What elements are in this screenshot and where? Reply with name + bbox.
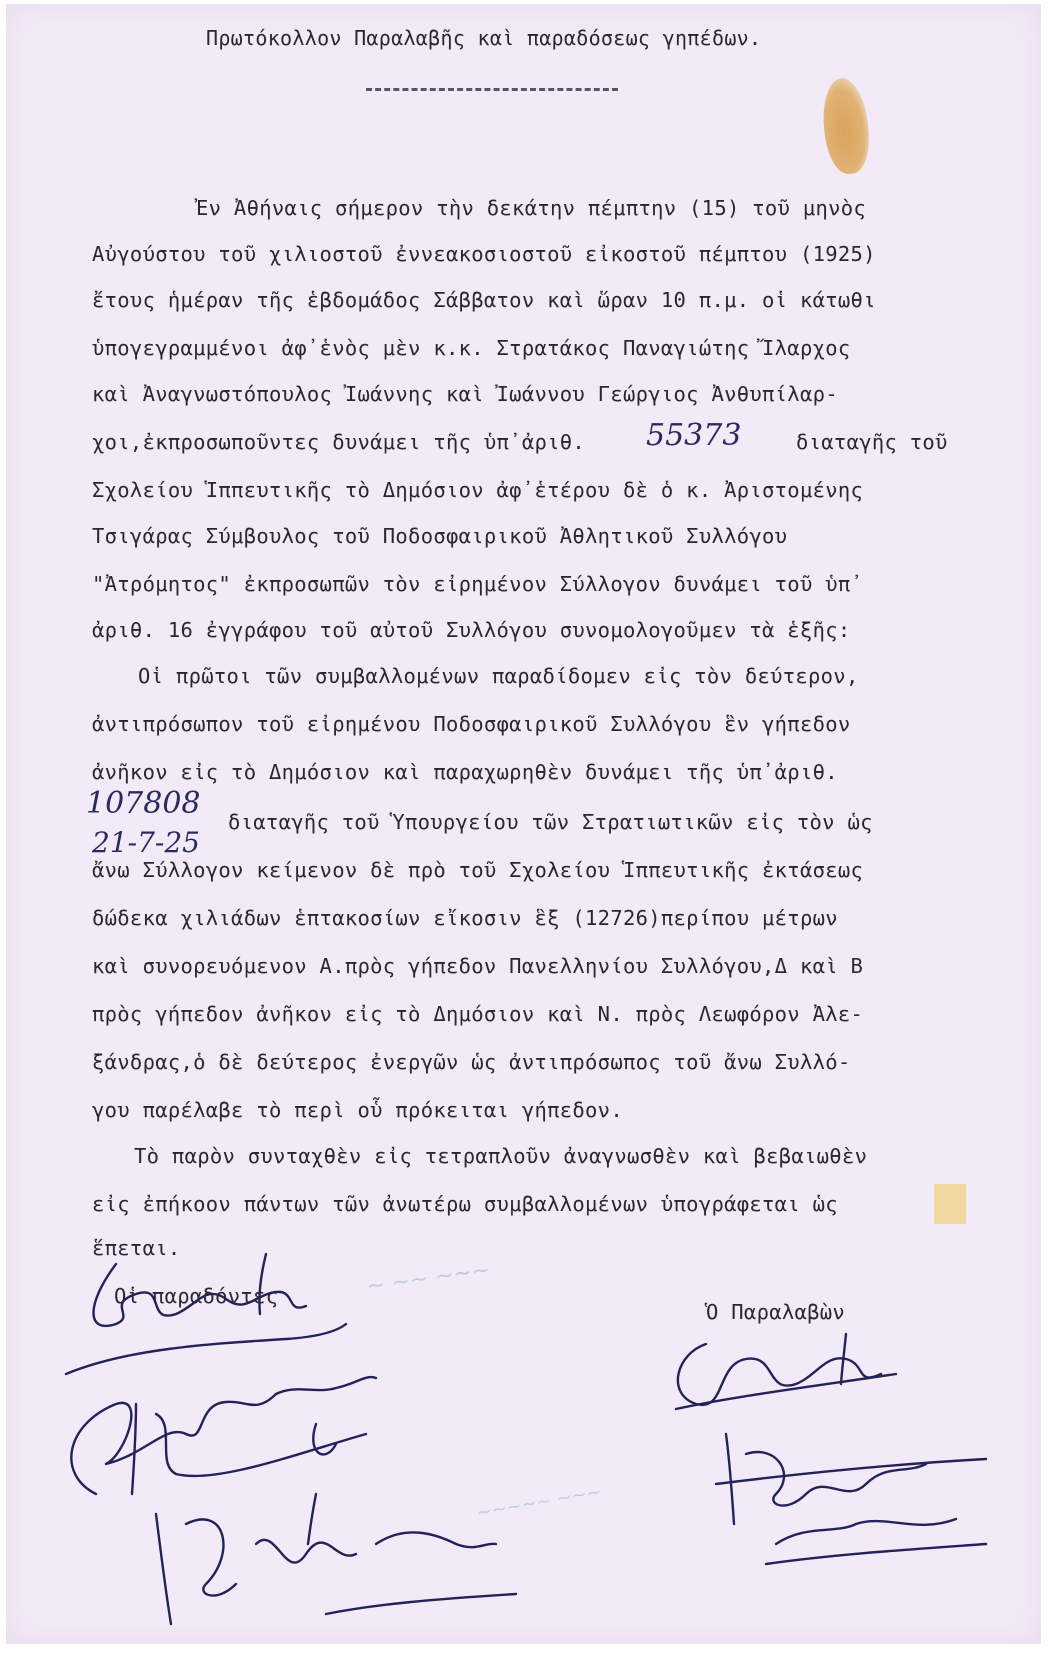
title-underline <box>366 88 618 91</box>
text-line-18: πρὸς γήπεδον ἀνῆκον εἰς τὸ Δημόσιον καὶ Ν. πρὸς Λεωφόρον Ἀλε- <box>92 1002 864 1026</box>
text-line-14: διαταγῆς τοῦ Ὑπουργείου τῶν Στρατιωτικῶν εἰς τὸν ὡς <box>228 810 873 834</box>
text-line-13: ἀνῆκον εἰς τὸ Δημόσιον καὶ παραχωρηθὲν δυνάμει τῆς ὑπ᾽ἀριθ. <box>92 760 838 784</box>
text-line-22: εἰς ἐπήκοον πάντων τῶν ἀνωτέρω συμβαλλομένων ὑπογράφεται ὡς <box>92 1192 838 1216</box>
text-line-21: Τὸ παρὸν συνταχθὲν εἰς τετραπλοῦν ἀναγνωσθὲν καὶ βεβαιωθὲν <box>134 1144 868 1168</box>
text-line-12: ἀντιπρόσωπον τοῦ εἰρημένου Ποδοσφαιρικοῦ Συλλόγου ἓν γήπεδον <box>92 712 851 736</box>
stain-mark <box>819 76 873 176</box>
text-line-10: ἀριθ. 16 ἐγγράφου τοῦ αὐτοῦ Συλλόγου συνομολογοῦμεν τὰ ἑξῆς: <box>92 618 851 642</box>
text-line-3: ἔτους ἡμέραν τῆς ἑβδομάδος Σάββατον καὶ ὥραν 10 π.μ. οἱ κάτωθι <box>92 288 876 312</box>
right-signatory-label: Ὁ Παραλαβὼν <box>706 1300 846 1324</box>
text-line-23: ἕπεται. <box>92 1236 181 1260</box>
highlight-mark <box>934 1184 966 1224</box>
text-line-7: Σχολείου Ἱππευτικῆς τὸ Δημόσιον ἀφ᾽ἑτέρου δὲ ὁ κ. Ἀριστομένης <box>92 478 864 502</box>
text-line-17: καὶ συνορευόμενον Α.πρὸς γήπεδον Πανελληνίου Συλλόγου,Δ καὶ Β <box>92 954 864 978</box>
signature-right-1 <box>656 1314 916 1424</box>
text-line-2: Αὐγούστου τοῦ χιλιοστοῦ ἐννεακοσιοστοῦ εἰκοστοῦ πέμπτου (1925) <box>92 242 876 266</box>
text-line-8: Τσιγάρας Σύμβουλος τοῦ Ποδοσφαιρικοῦ Ἀθλητικοῦ Συλλόγου <box>92 524 788 548</box>
text-line-15: ἄνω Σύλλογον κείμενον δὲ πρὸ τοῦ Σχολείου Ἱππευτικῆς ἐκτάσεως <box>92 858 864 882</box>
handwritten-order-date: 21-7-25 <box>92 826 200 859</box>
signature-left-3 <box>136 1484 536 1634</box>
faint-stamp-mark: ~ ~~ ~~~ <box>364 1257 492 1300</box>
handwritten-order-number-2: 107808 <box>86 786 201 821</box>
text-line-11: Οἱ πρῶτοι τῶν συμβαλλομένων παραδίδομεν εἰς τὸν δεύτερον, <box>138 664 859 688</box>
text-line-19: ξάνδρας,ὁ δὲ δεύτερος ἐνεργῶν ὡς ἀντιπρόσωπος τοῦ ἄνω Συλλό- <box>92 1050 851 1074</box>
text-line-4: ὑπογεγραμμένοι ἀφ᾽ἑνὸς μὲν κ.κ. Στρατάκος Παναγιώτης Ἴλαρχος <box>92 336 851 360</box>
document-title: Πρωτόκολλον Παραλαβῆς καὶ παραδόσεως γηπέδων. <box>206 26 762 50</box>
text-line-5: καὶ Ἀναγνωστόπουλος Ἰωάννης καὶ Ἰωάννου Γεώργιος Ἀνθυπίλαρ- <box>92 382 838 406</box>
text-line-1: Ἐν Ἀθήναις σήμερον τὴν δεκάτην πέμπτην (15) τοῦ μηνὸς <box>196 196 867 220</box>
signature-right-2 <box>696 1424 996 1574</box>
handwritten-order-number: 55373 <box>646 418 742 453</box>
faint-stamp-mark-2: ~~~~~ ~~~ <box>475 1481 604 1524</box>
document-page <box>6 4 1041 1644</box>
text-line-20: γου παρέλαβε τὸ περὶ οὗ πρόκειται γήπεδον. <box>92 1098 623 1122</box>
text-line-6: χοι,ἐκπροσωποῦντες δυνάμει τῆς ὑπ᾽ἀριθ. <box>92 430 586 454</box>
text-line-9: "Ἀτρόμητος" ἐκπροσωπῶν τὸν εἰρημένον Σύλλογον δυνάμει τοῦ ὑπ᾽ <box>92 572 864 596</box>
left-signatories-label: Οἱ παραδόντες <box>114 1284 279 1308</box>
text-line-16: δώδεκα χιλιάδων ἑπτακοσίων εἴκοσιν ἓξ (12726)περίπου μέτρων <box>92 906 838 930</box>
text-line-6-suffix: διαταγῆς τοῦ <box>796 430 948 454</box>
signature-left-1 <box>46 1244 386 1384</box>
